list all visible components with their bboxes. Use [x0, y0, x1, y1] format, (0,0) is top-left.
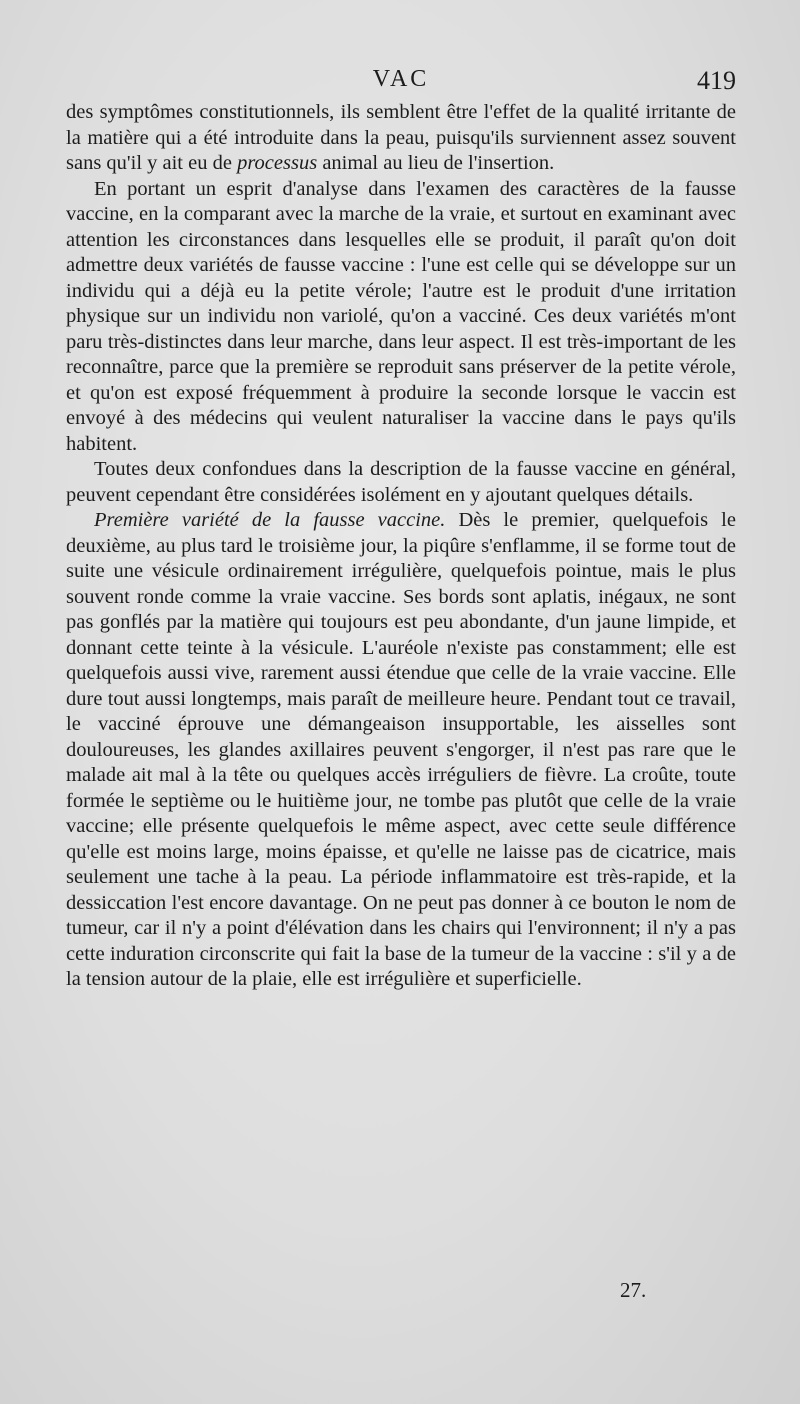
paragraph-continuation [66, 100, 736, 177]
body-text [66, 100, 736, 993]
paragraph-both-varieties: Toutes deux confondues dans la description de la fausse vaccine en général, peuvent cependant être considérées isolément en y ajoutant quelques détails. [66, 458, 736, 506]
page-number: 419 [697, 66, 736, 95]
paragraph-first-variety [66, 508, 736, 993]
paragraph-text-end: animal au lieu de l'insertion. [317, 152, 555, 174]
running-head [66, 66, 736, 98]
running-title: VAC [372, 66, 430, 92]
paragraph-analysis: En portant un esprit d'analyse dans l'examen des caractères de la fausse vaccine, en la comparant avec la marche de la vraie, et surtout en examinant avec attention les circonstances dans lesquelles elle se produit, il paraît qu'on doit admettre deux variétés de fausse vaccine : l'une est celle qui se développe sur un individu qui a déjà eu la petite vérole; l'autre est le produit d'une irritation physique sur un individu non variolé, qu'on a vacciné. Ces deux variétés m'ont paru très-distinctes dans leur marche, dans leur aspect. Il est très-important de les reconnaître, parce que la première se reproduit sans préserver de la petite vérole, et qu'on est exposé fréquemment à produire la seconde lorsque le vaccin est envoyé à des médecins qui veulent naturaliser la vaccine dans le pays qu'ils habitent. [66, 177, 736, 455]
italic-term: processus [237, 152, 318, 174]
paragraph-text: Dès le premier, quelquefois le deuxième, au plus tard le troisième jour, la piqûre s'enflamme, il se forme tout de suite une vésicule ordinairement irrégulière, quelquefois pointue, mais le plus souvent ronde comme la vraie vaccine. Ses bords sont aplatis, inégaux, ne sont pas gonflés par la matière qui toujours est peu abondante, d'un jaune limpide, et donnant cette teinte à la vésicule. L'auréole n'existe pas constamment; elle est quelquefois aussi vive, rarement aussi étendue que celle de la vraie vaccine. Elle dure tout aussi longtemps, mais paraît de meilleure heure. Pendant tout ce travail, le vacciné éprouve une démangeaison insupportable, les aisselles sont douloureuses, les glandes axillaires peuvent s'engorger, il n'est pas rare que le malade ait mal à la tête ou quelques accès irréguliers de fièvre. La croûte, toute formée le septième ou le huitième jour, ne tombe pas plutôt que celle de la vraie vaccine; elle présente quelquefois le même aspect, avec cette seule différence qu'elle est moins large, moins épaisse, et qu'elle ne laisse pas de cicatrice, mais seulement une tache à la peau. La période inflammatoire est très-rapide, et la dessiccation l'est encore davantage. On ne peut pas donner à ce bouton le nom de tumeur, car il n'y a point d'élévation dans les chairs qui l'environnent; il n'y a pas cette induration circonscrite qui fait la base de la tumeur de la vaccine : s'il y a de la tension autour de la plaie, elle est irrégulière et superficielle. [66, 509, 736, 990]
section-heading-italic: Première variété de la fausse vaccine. [94, 509, 446, 531]
signature-mark: 27. [620, 1278, 647, 1302]
paragraph-text: des symptômes constitutionnels, ils semblent être l'effet de la qualité irritante de la matière qui a été introduite dans la peau, puisqu'ils surviennent assez souvent sans qu'il y ait eu de [66, 101, 736, 174]
